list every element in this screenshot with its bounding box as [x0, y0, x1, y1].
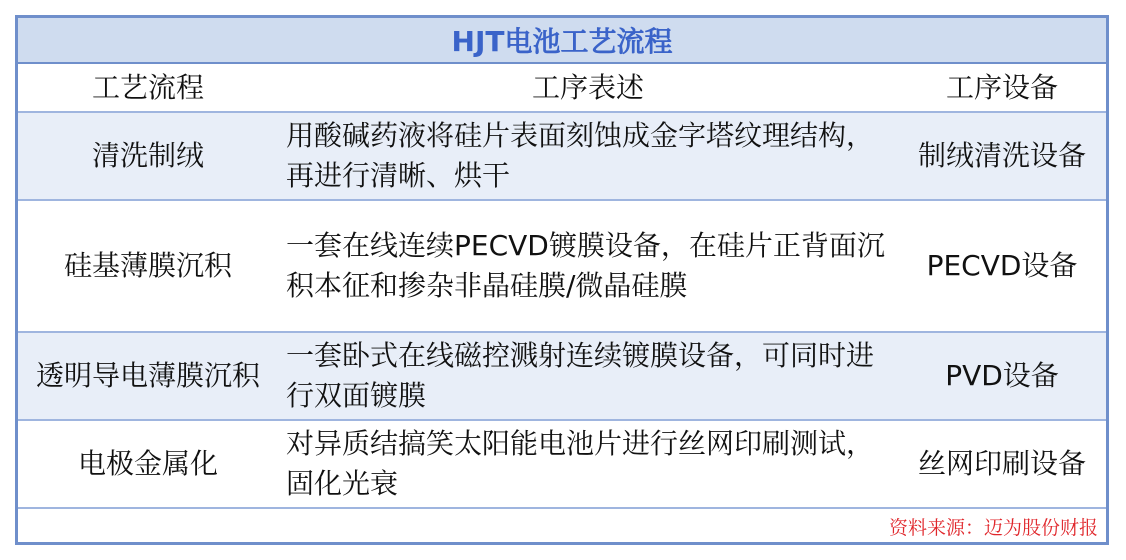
header-process: 工艺流程 [18, 64, 278, 112]
process-table [18, 64, 1106, 509]
process-cell: 清洗制绒 [91, 139, 204, 172]
description-cell: 一套在线连续PECVD镀膜设备，在硅片正背面沉积本征和掺杂非晶硅膜/微晶硅膜 [286, 229, 885, 302]
equipment-cell: PVD设备 [945, 359, 1059, 392]
description-cell: 用酸碱药液将硅片表面刻蚀成金字塔纹理结构，再进行清晰、烘干 [286, 119, 875, 192]
process-cell: 透明导电薄膜沉积 [35, 359, 260, 392]
description-cell: 一套卧式在线磁控溅射连续镀膜设备，可同时进行双面镀膜 [286, 339, 875, 412]
header-description: 工序表述 [278, 64, 898, 112]
description-cell: 对异质结搞笑太阳能电池片进行丝网印刷测试，固化光衰 [286, 427, 875, 500]
table-row [18, 200, 1106, 332]
table-row [18, 332, 1106, 420]
source-note: 资料来源：迈为股份财报 [888, 516, 1098, 539]
table-title: HJT电池工艺流程 [18, 18, 1106, 64]
equipment-cell: PECVD设备 [926, 249, 1078, 282]
equipment-cell: 丝网印刷设备 [917, 447, 1086, 480]
equipment-cell: 制绒清洗设备 [917, 139, 1086, 172]
table-row [18, 420, 1106, 508]
table-row [18, 112, 1106, 200]
header-row [18, 64, 1106, 112]
process-cell: 硅基薄膜沉积 [63, 249, 232, 282]
process-cell: 电极金属化 [77, 447, 218, 480]
table-frame [15, 15, 1109, 545]
header-equipment: 工序设备 [898, 64, 1106, 112]
